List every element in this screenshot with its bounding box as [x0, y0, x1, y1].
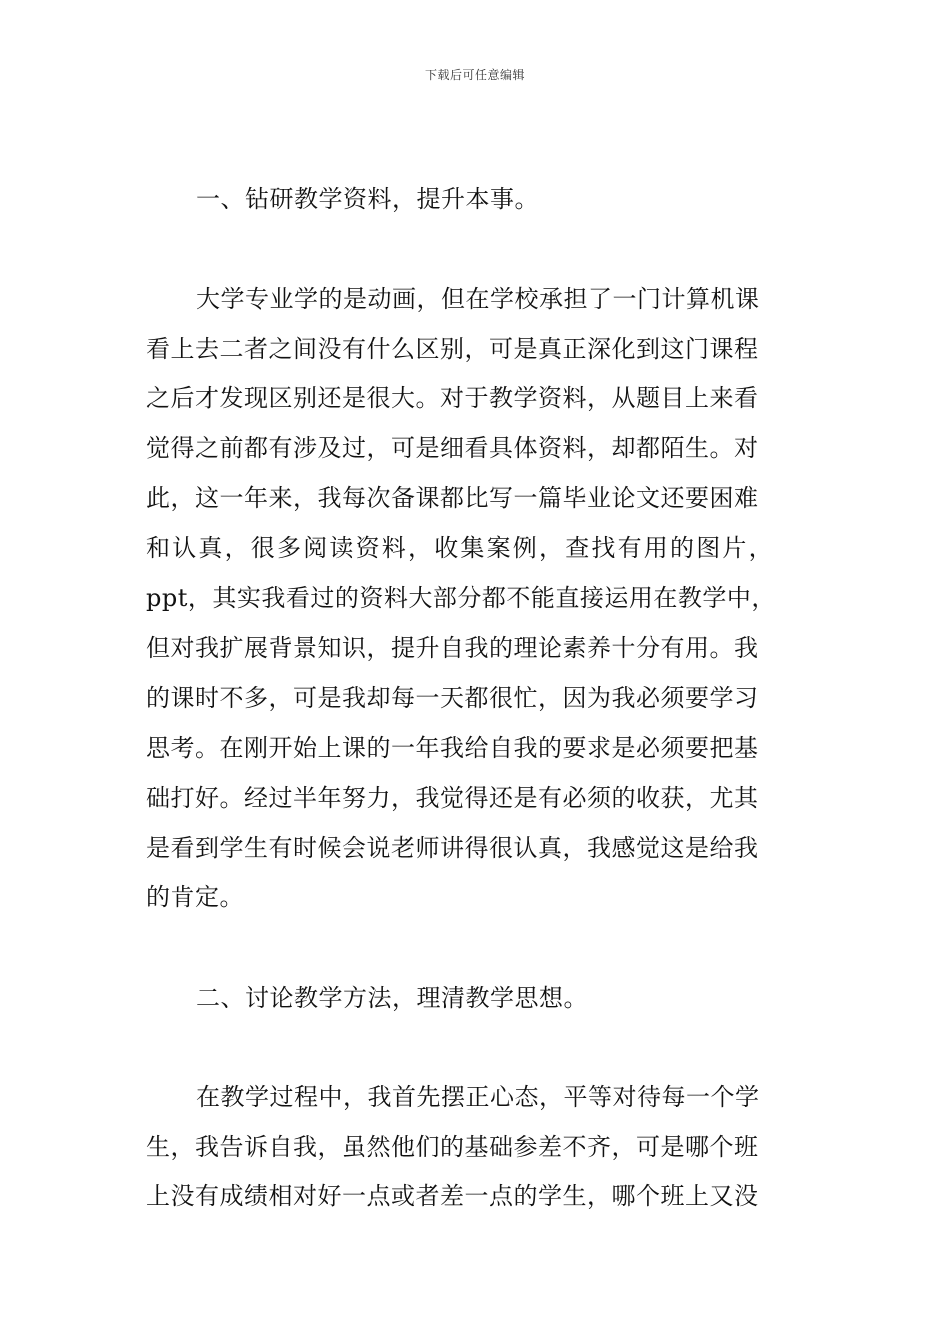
- section-1-line-13: 的肯定。: [146, 883, 244, 911]
- section-1-line-2: 看上去二者之间没有什么区别，可是真正深化到这门课程: [146, 335, 759, 363]
- section-1-line-11: 础打好。经过半年努力，我觉得还是有必须的收获，尤其: [146, 784, 759, 812]
- section-1-heading: 一、钻研教学资料，提升本事。: [196, 185, 539, 213]
- section-2-line-3: 上没有成绩相对好一点或者差一点的学生，哪个班上又没: [146, 1182, 759, 1210]
- header-note: 下载后可任意编辑: [424, 68, 525, 82]
- section-1-line-4: 觉得之前都有涉及过，可是细看具体资料，却都陌生。对: [146, 434, 759, 462]
- section-1-line-6: 和认真，很多阅读资料，收集案例，查找有用的图片，: [146, 534, 775, 562]
- section-1-line-5: 此，这一年来，我每次备课都比写一篇毕业论文还要困难: [146, 484, 759, 512]
- section-2-line-2: 生，我告诉自我，虽然他们的基础参差不齐，可是哪个班: [146, 1133, 759, 1161]
- section-1-line-1: 大学专业学的是动画，但在学校承担了一门计算机课: [196, 285, 760, 313]
- section-1-line-3: 之后才发现区别还是很大。对于教学资料，从题目上来看: [146, 384, 759, 412]
- section-2-line-1: 在教学过程中，我首先摆正心态，平等对待每一个学: [196, 1083, 760, 1111]
- section-1-line-10: 思考。在刚开始上课的一年我给自我的要求是必须要把基: [146, 734, 759, 762]
- section-1-line-12: 是看到学生有时候会说老师讲得很认真，我感觉这是给我: [146, 834, 759, 862]
- section-1-line-9: 的课时不多，可是我却每一天都很忙，因为我必须要学习: [146, 684, 759, 712]
- section-2-heading: 二、讨论教学方法，理清教学思想。: [196, 984, 588, 1012]
- section-1-line-8: 但对我扩展背景知识，提升自我的理论素养十分有用。我: [146, 634, 759, 662]
- section-1-line-7: ppt，其实我看过的资料大部分都不能直接运用在教学中，: [146, 584, 776, 612]
